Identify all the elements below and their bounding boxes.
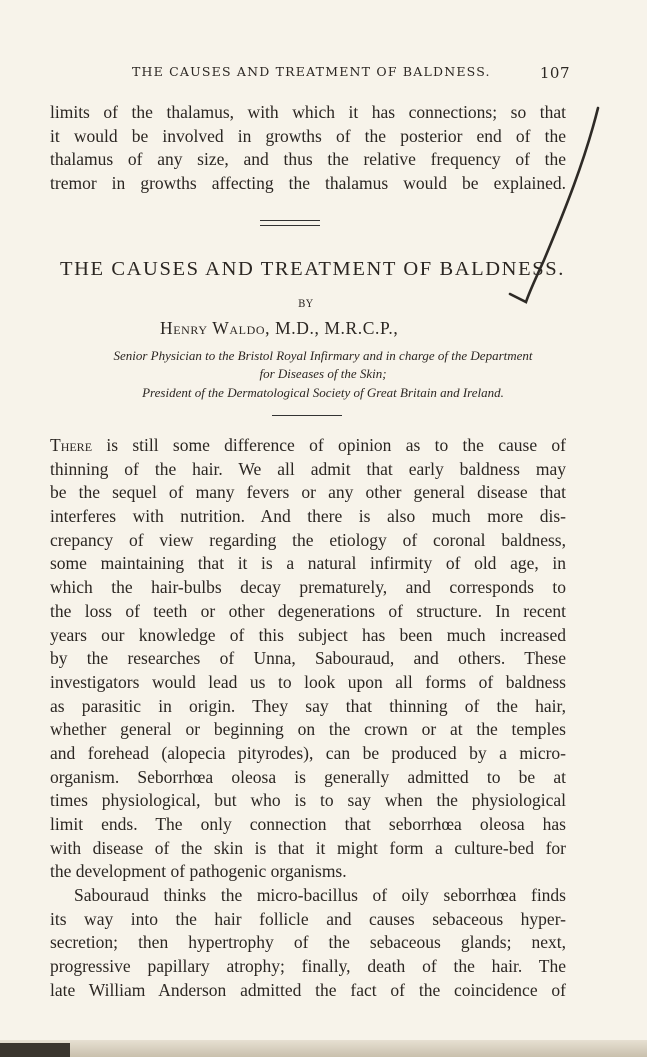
text-line: late William Anderson admitted the fact of the coincidence of xyxy=(50,979,566,1000)
byline-by: BY xyxy=(298,299,314,310)
text-line: some maintaining that it is a natural infirmity of old age, in xyxy=(50,553,566,574)
text-line: its way into the hair follicle and causes sebaceous hyper- xyxy=(50,908,566,929)
text-line: progressive papillary atrophy; finally, death of the hair. The xyxy=(50,956,566,977)
text-line: thinning of the hair. We all admit that early baldness may xyxy=(50,458,566,479)
article-body xyxy=(50,434,566,1003)
author-affiliation: President of the Dermatological Society of Great Britain and Ireland. xyxy=(142,385,504,400)
text-line: be the sequel of many fevers or any other general disease that xyxy=(50,482,566,503)
text-line: years our knowledge of this subject has been much increased xyxy=(50,624,566,645)
page-bottom-edge xyxy=(0,1040,647,1057)
text-line: crepancy of view regarding the etiology of coronal baldness, xyxy=(50,529,566,550)
text-line: and forehead (alopecia pityrodes), can be produced by a micro- xyxy=(50,742,566,763)
text-line: There is still some difference of opinion as to the cause of xyxy=(50,435,566,455)
running-title: THE CAUSES AND TREATMENT OF BALDNESS. xyxy=(132,64,491,79)
pencil-mark-icon xyxy=(470,100,610,320)
text-line: whether general or beginning on the crown or at the temples xyxy=(50,719,566,740)
author-affiliation: Senior Physician to the Bristol Royal Infirmary and in charge of the Department xyxy=(113,348,533,363)
text-line: secretion; then hypertrophy of the sebaceous glands; next, xyxy=(50,932,566,953)
text-line: by the researches of Unna, Sabouraud, and others. These xyxy=(50,648,566,669)
author-name: Henry Waldo, M.D., M.R.C.P., xyxy=(160,318,399,338)
text-line: times physiological, but who is to say when the physiological xyxy=(50,790,566,811)
text-line: investigators would lead us to look upon all forms of baldness xyxy=(50,671,566,692)
text-line: it would be involved in growths of the posterior end of the xyxy=(50,125,566,146)
text-line: thalamus of any size, and thus the relative frequency of the xyxy=(50,149,566,170)
article-title: THE CAUSES AND TREATMENT OF BALDNESS. xyxy=(60,258,565,280)
text-line: limits of the thalamus, with which it has connections; so that xyxy=(50,102,566,122)
text-line: organism. Seborrhœa oleosa is generally admitted to be at xyxy=(50,766,566,787)
text-line: which the hair-bulbs decay prematurely, and corresponds to xyxy=(50,577,566,598)
section-divider xyxy=(260,220,320,226)
page-number: 107 xyxy=(539,64,570,82)
text-line: with disease of the skin is that it might form a culture-bed for xyxy=(50,837,566,858)
text-line: interferes with nutrition. And there is also much more dis- xyxy=(50,506,566,527)
text-line: tremor in growths affecting the thalamus would be explained. xyxy=(50,173,566,194)
text-line: as parasitic in origin. They say that thinning of the hair, xyxy=(50,695,566,716)
opening-word: There xyxy=(50,435,93,455)
byline-rule xyxy=(272,415,342,416)
author-affiliation: for Diseases of the Skin; xyxy=(259,366,387,381)
text-line: the loss of teeth or other degenerations of structure. In recent xyxy=(50,600,566,621)
text-line: the development of pathogenic organisms. xyxy=(50,861,347,882)
page-bottom-shadow xyxy=(0,1043,70,1057)
text-line: limit ends. The only connection that seborrhœa oleosa has xyxy=(50,814,566,834)
text-line: Sabouraud thinks the micro-bacillus of oily seborrhœa finds xyxy=(74,885,566,906)
